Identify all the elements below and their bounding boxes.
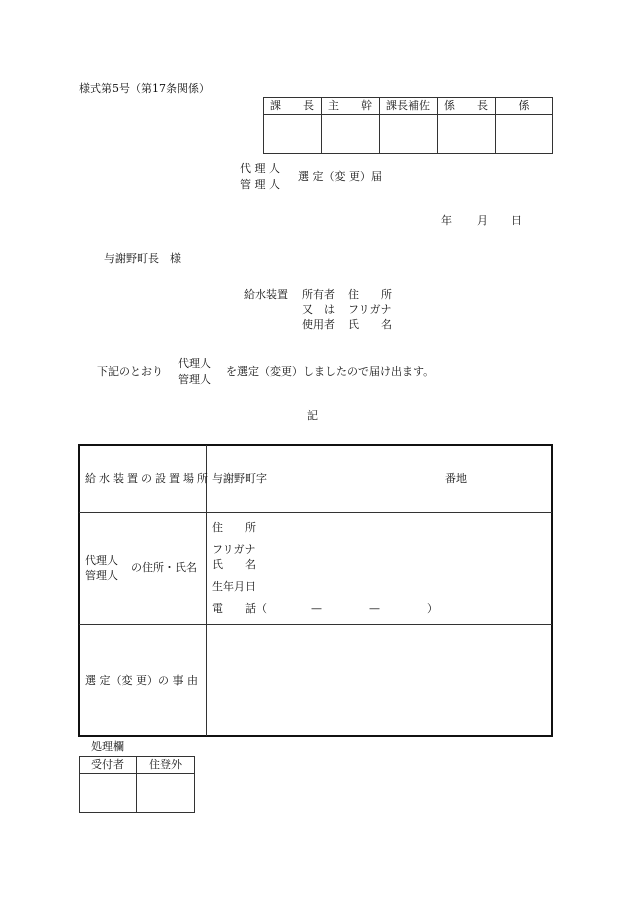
- agent-phone-label: 電 話（: [212, 602, 267, 615]
- statement-post: を選定（変更）しましたので届け出ます。: [226, 365, 435, 378]
- approval-header-divider: [263, 114, 553, 115]
- applicant-label-owner: 所有者: [302, 288, 335, 301]
- applicant-label-or: 又 は: [302, 303, 335, 316]
- agent-phone-dash-1: —: [311, 602, 322, 615]
- addressee: 与謝野町長 様: [104, 252, 181, 265]
- applicant-label-user: 使用者: [302, 318, 335, 331]
- agent-option-kanrinin: 管理人: [85, 569, 118, 582]
- date-month-label: 月: [477, 214, 488, 227]
- applicant-address-input[interactable]: [404, 286, 574, 300]
- applicant-address-label: 住 所: [348, 288, 392, 301]
- agent-address-input[interactable]: [270, 519, 545, 533]
- location-label: 給水装置の設置場所: [85, 472, 211, 485]
- agent-phone-number-input[interactable]: [384, 600, 424, 614]
- agent-phone-exchange-input[interactable]: [326, 600, 366, 614]
- approval-header-kakaricho: 係 長: [444, 99, 488, 112]
- main-table-row-divider: [79, 512, 552, 513]
- agent-birthdate-input[interactable]: [270, 578, 545, 592]
- ki-heading: 記: [307, 409, 318, 422]
- location-banchi-label: 番地: [445, 472, 467, 485]
- agent-address-label: 住 所: [212, 521, 256, 534]
- form-number: 様式第5号（第17条関係）: [79, 82, 210, 95]
- approval-header-shukan: 主 幹: [328, 99, 372, 112]
- processing-header-divider: [79, 773, 195, 774]
- applicant-name-input[interactable]: [404, 316, 574, 330]
- agent-phone-area-input[interactable]: [268, 600, 308, 614]
- approval-header-kacho: 課 長: [270, 99, 314, 112]
- applicant-furigana-label: フリガナ: [348, 303, 392, 316]
- agent-phone-dash-2: —: [369, 602, 380, 615]
- agent-phone-close: ）: [427, 602, 438, 615]
- agent-birthdate-label: 生年月日: [212, 580, 256, 593]
- statement-pre: 下記のとおり: [97, 365, 163, 378]
- agent-label-rest: の住所・氏名: [131, 561, 197, 574]
- agent-furigana-label: フリガナ: [212, 543, 256, 556]
- date-day-label: 日: [511, 214, 522, 227]
- applicant-furigana-input[interactable]: [404, 301, 574, 315]
- agent-furigana-input[interactable]: [270, 541, 545, 555]
- date-year-label: 年: [441, 214, 452, 227]
- approval-header-kachohosa: 課長補佐: [386, 99, 430, 112]
- location-aza-input[interactable]: [274, 470, 439, 484]
- reason-label: 選 定（変 更）の 事 由: [85, 674, 198, 687]
- statement-option-kanrinin: 管理人: [178, 373, 211, 386]
- title-rest: 選 定（変 更）届: [298, 170, 382, 183]
- approval-header-kakari: 係: [518, 99, 530, 112]
- statement-option-dairinin: 代理人: [178, 357, 211, 370]
- agent-name-label: 氏 名: [212, 558, 256, 571]
- location-town-label: 与謝野町字: [212, 472, 267, 485]
- processing-title: 処理欄: [91, 740, 124, 753]
- processing-header-receiver: 受付者: [91, 758, 124, 771]
- agent-name-input[interactable]: [270, 556, 545, 570]
- title-option-kanrinin: 管 理 人: [240, 178, 280, 191]
- title-option-dairinin: 代 理 人: [240, 162, 280, 175]
- reason-textarea[interactable]: [212, 632, 546, 728]
- main-table-column-divider: [206, 445, 207, 736]
- processing-header-jutogai: 住登外: [149, 758, 182, 771]
- main-table-row-divider: [79, 624, 552, 625]
- applicant-name-label: 氏 名: [348, 318, 392, 331]
- agent-option-dairinin: 代理人: [85, 554, 118, 567]
- applicant-label-kyusuisochi: 給水装置: [244, 288, 288, 301]
